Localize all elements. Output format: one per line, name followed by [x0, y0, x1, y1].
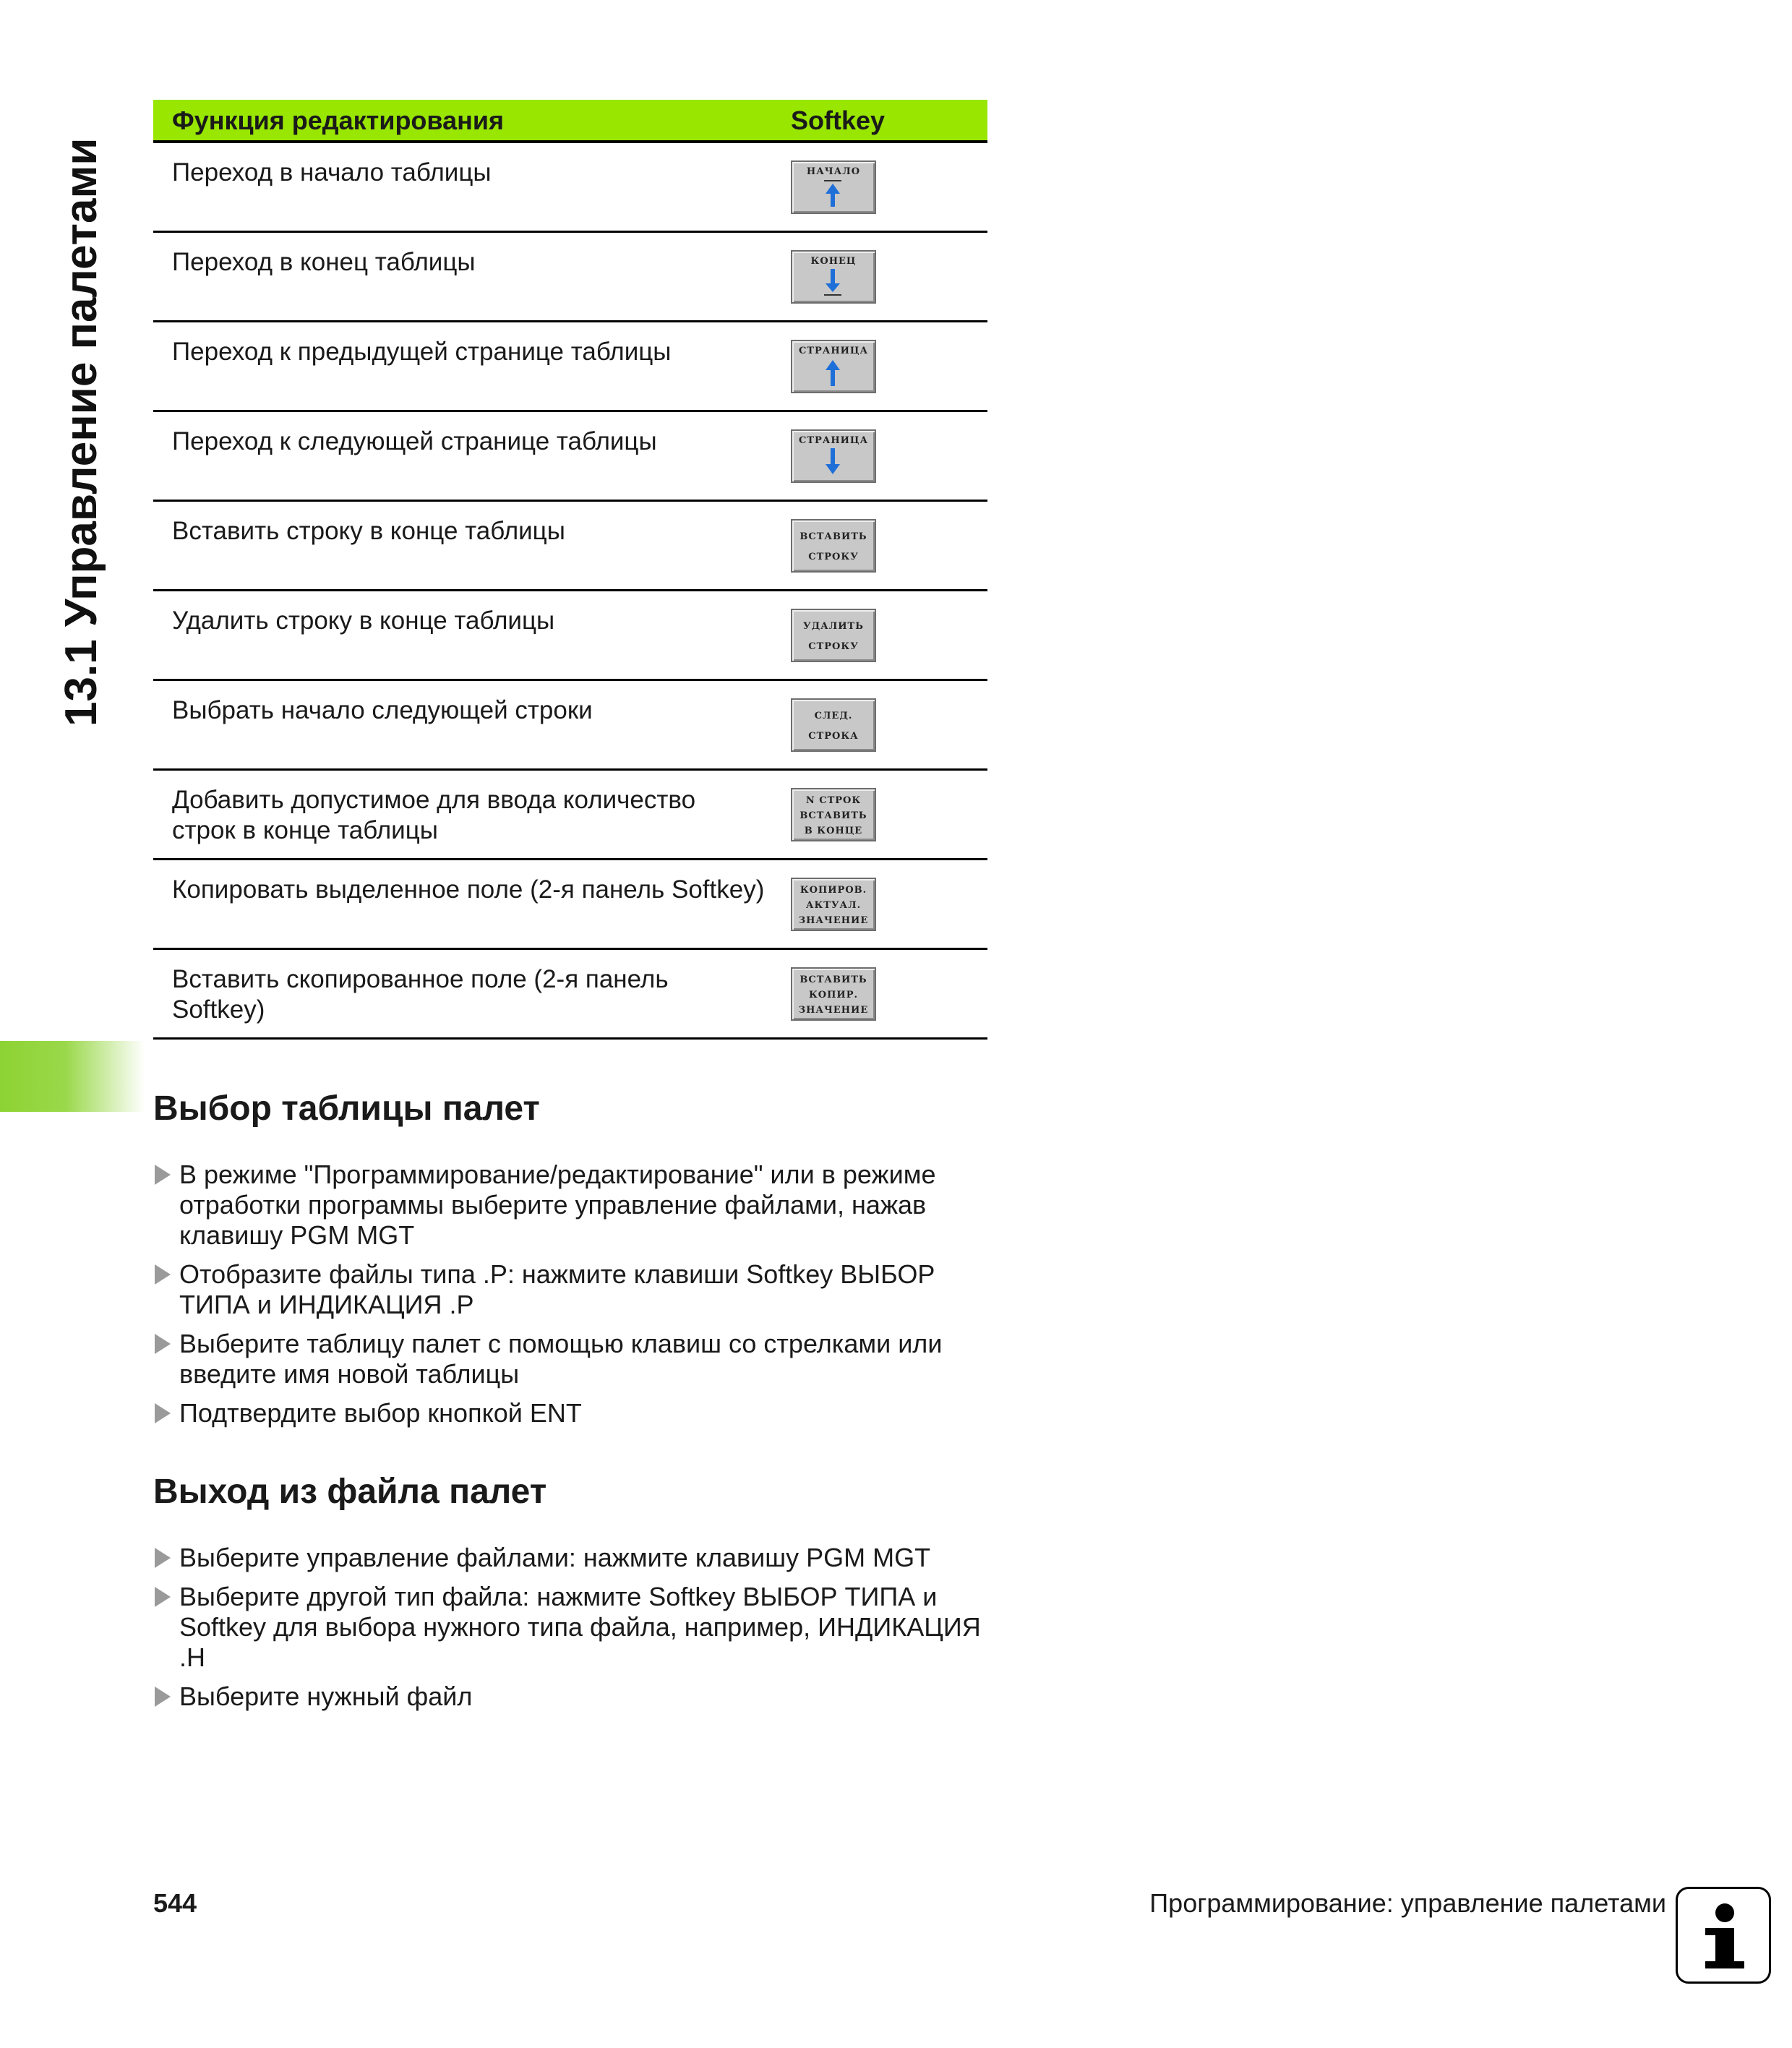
list-item: Выберите управление файлами: нажмите клавишу PGM MGT	[153, 1543, 1006, 1573]
exit-steps-list	[153, 1543, 1006, 1721]
chapter-footer: Программирование: управление палетами	[1149, 1888, 1666, 1918]
arrow-down-icon	[823, 267, 843, 298]
triangle-bullet-icon	[155, 1264, 171, 1285]
row-description: Вставить строку в конце таблицы	[172, 517, 565, 545]
select-steps-list	[153, 1160, 1006, 1437]
triangle-bullet-icon	[155, 1165, 171, 1185]
softkey-label: ВСТАВИТЬ	[799, 974, 867, 985]
softkey-page-down[interactable]	[791, 429, 876, 483]
table-header	[153, 100, 987, 143]
softkey-insert-line[interactable]	[791, 519, 876, 573]
row-description: Вставить скопированное поле (2-я панель Softkey)	[172, 965, 669, 1024]
arrow-up-icon	[823, 357, 843, 387]
row-description: Удалить строку в конце таблицы	[172, 607, 555, 635]
arrow-down-icon	[823, 447, 843, 477]
softkey-label: КОПИР.	[808, 990, 858, 1001]
row-description: Переход в начало таблицы	[172, 158, 492, 187]
triangle-bullet-icon	[155, 1548, 171, 1568]
softkey-label: УДАЛИТЬ	[803, 621, 864, 632]
softkey-label: КОНЕЦ	[810, 256, 857, 267]
softkey-label: НАЧАЛО	[806, 166, 861, 177]
table-row	[153, 681, 987, 771]
triangle-bullet-icon	[155, 1687, 171, 1707]
softkey-next-line[interactable]	[791, 698, 876, 752]
softkey-label: СТРОКА	[808, 731, 859, 742]
arrow-up-icon	[823, 178, 843, 208]
table-row	[153, 322, 987, 412]
table-row	[153, 860, 987, 950]
header-function: Функция редактирования	[172, 106, 504, 135]
softkey-label: СТРАНИЦА	[798, 435, 869, 446]
header-softkey: Softkey	[791, 106, 886, 135]
list-item: Выберите нужный файл	[153, 1681, 1006, 1712]
softkey-label: В КОНЦЕ	[804, 826, 863, 836]
table-row	[153, 591, 987, 681]
table-row	[153, 502, 987, 591]
softkey-label: КОПИРОВ.	[799, 885, 867, 896]
row-description: Копировать выделенное поле (2-я панель Softkey)	[172, 875, 765, 904]
list-item: Подтвердите выбор кнопкой ENT	[153, 1398, 1006, 1428]
softkey-append-n-lines[interactable]	[791, 788, 876, 841]
softkey-page-up[interactable]	[791, 340, 876, 393]
softkey-paste-field[interactable]	[791, 967, 876, 1021]
triangle-bullet-icon	[155, 1587, 171, 1607]
row-description: Выбрать начало следующей строки	[172, 696, 593, 724]
row-description: Переход к следующей странице таблицы	[172, 427, 657, 455]
edit-functions-table	[153, 100, 987, 1040]
section-title: 13.1 Управление палетами	[56, 137, 106, 727]
table-row	[153, 950, 987, 1040]
softkey-copy-field[interactable]	[791, 878, 876, 931]
section-heading-exit: Выход из файла палет	[153, 1473, 547, 1511]
row-description: Переход в конец таблицы	[172, 248, 476, 276]
softkey-end[interactable]	[791, 250, 876, 304]
softkey-label: АКТУАЛ.	[805, 900, 862, 911]
softkey-label: СТРАНИЦА	[798, 346, 869, 356]
softkey-label: СТРОКУ	[808, 641, 859, 652]
softkey-label: СТРОКУ	[808, 552, 859, 562]
chapter-marker-bar	[0, 1041, 145, 1112]
softkey-label: N СТРОК	[805, 795, 862, 806]
table-row	[153, 143, 987, 233]
softkey-label: СЛЕД.	[814, 711, 853, 721]
page-number: 544	[153, 1888, 197, 1918]
section-heading-select: Выбор таблицы палет	[153, 1089, 540, 1128]
table-row	[153, 233, 987, 322]
info-icon	[1676, 1887, 1771, 1984]
triangle-bullet-icon	[155, 1403, 171, 1423]
table-row	[153, 771, 987, 860]
softkey-label: ВСТАВИТЬ	[799, 531, 867, 542]
softkey-label: ЗНАЧЕНИЕ	[798, 1005, 869, 1016]
list-item: Выберите другой тип файла: нажмите Softkey ВЫБОР ТИПА и Softkey для выбора нужного типа файла, например, ИНДИКАЦИЯ .H	[153, 1582, 1006, 1673]
table-row	[153, 412, 987, 502]
triangle-bullet-icon	[155, 1334, 171, 1354]
list-item: Выберите таблицу палет с помощью клавиш со стрелками или введите имя новой таблицы	[153, 1329, 1006, 1389]
row-description: Переход к предыдущей странице таблицы	[172, 338, 672, 366]
row-description: Добавить допустимое для ввода количество строк в конце таблицы	[172, 786, 696, 844]
softkey-label: ВСТАВИТЬ	[799, 810, 867, 821]
softkey-begin[interactable]	[791, 160, 876, 214]
list-item: В режиме "Программирование/редактирование" или в режиме отработки программы выберите управление файлами, нажав клавишу PGM MGT	[153, 1160, 1006, 1251]
softkey-delete-line[interactable]	[791, 609, 876, 662]
softkey-label: ЗНАЧЕНИЕ	[798, 915, 869, 926]
list-item: Отобразите файлы типа .P: нажмите клавиши Softkey ВЫБОР ТИПА и ИНДИКАЦИЯ .P	[153, 1259, 1006, 1320]
